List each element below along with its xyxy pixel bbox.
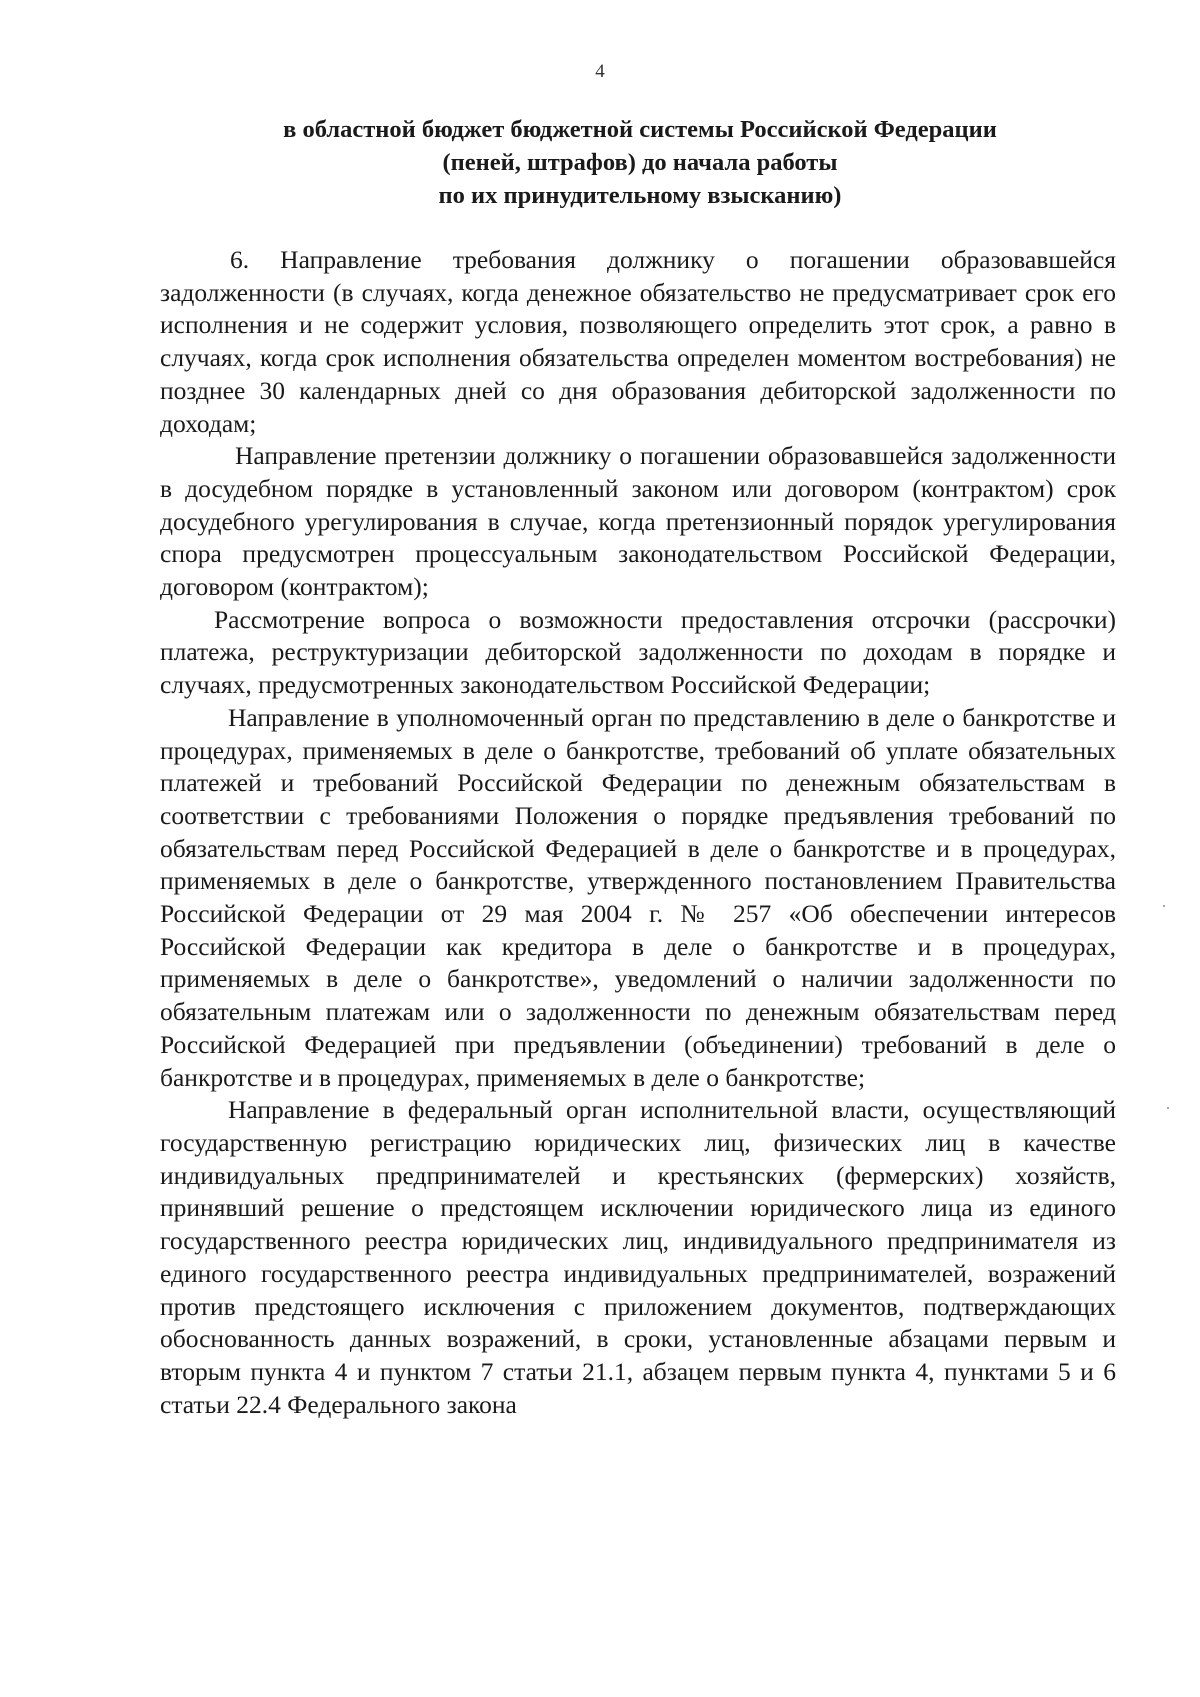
scan-speck	[1163, 905, 1165, 907]
heading-line: по их принудительному взысканию)	[438, 182, 842, 209]
paragraph: Направление претензии должнику о погашении образовавшейся задолженности в досудебном порядке в установленный законом или договором (контрактом) срок досудебного урегулирования в случае, когда претензионный порядок урегулирования спора предусмотрен процессуальным законодательством Российской Федерации, договором (контрактом);	[160, 441, 1116, 602]
paragraph: Направление в уполномоченный орган по представлению в деле о банкротстве и процедурах, применяемых в деле о банкротстве, требований об уплате обязательных платежей и требований Российской Федерации по денежным обязательствам в соответствии с требованиями Положения о порядке предъявления требований по обязательствам перед Российской Федерацией в деле о банкротстве и в процедурах, применяемых в деле о банкротстве, утвержденного постановлением Правительства Российской Федерации от 29 мая 2004 г. № 257 «Об обеспечении интересов Российской Федерации как кредитора в деле о банкротстве и в процедурах, применяемых в деле о банкротстве», уведомлений о наличии задолженности по обязательным платежам или о задолженности по денежным обязательствам перед Российской Федерацией при предъявлении (объединении) требований в деле о банкротстве и в процедурах, применяемых в деле о банкротстве;	[160, 702, 1116, 1092]
heading-line: в областной бюджет бюджетной системы Российской Федерации	[283, 116, 997, 143]
section-heading	[160, 113, 1120, 212]
page-number: 4	[595, 61, 605, 82]
heading-line: (пеней, штрафов) до начала работы	[442, 149, 838, 176]
paragraph: Направление в федеральный орган исполнительной власти, осуществляющий государственную регистрацию юридических лиц, физических лиц в качестве индивидуальных предпринимателей и крестьянских (фермерских) хозяйств, принявший решение о предстоящем исключении юридического лица из единого государственного реестра юридических лиц, индивидуального предпринимателя из единого государственного реестра индивидуальных предпринимателей, возражений против предстоящего исключения с приложением документов, подтверждающих обоснованность данных возражений, в сроки, установленные абзацами первым и вторым пункта 4 и пунктом 7 статьи 21.1, абзацем первым пункта 4, пунктами 5 и 6 статьи 22.4 Федерального закона	[160, 1095, 1116, 1419]
paragraph: 6. Направление требования должнику о погашении образовавшейся задолженности (в случаях, когда денежное обязательство не предусматривает срок его исполнения и не содержит условия, позволяющего определить этот срок, а равно в случаях, когда срок исполнения обязательства определен моментом востребования) не позднее 30 календарных дней со дня образования дебиторской задолженности по доходам;	[160, 245, 1116, 438]
paragraph: Рассмотрение вопроса о возможности предоставления отсрочки (рассрочки) платежа, реструктуризации дебиторской задолженности по доходам в порядке и случаях, предусмотренных законодательством Российской Федерации;	[160, 604, 1116, 700]
document-body	[160, 244, 1116, 1421]
scan-speck	[1167, 1107, 1169, 1109]
